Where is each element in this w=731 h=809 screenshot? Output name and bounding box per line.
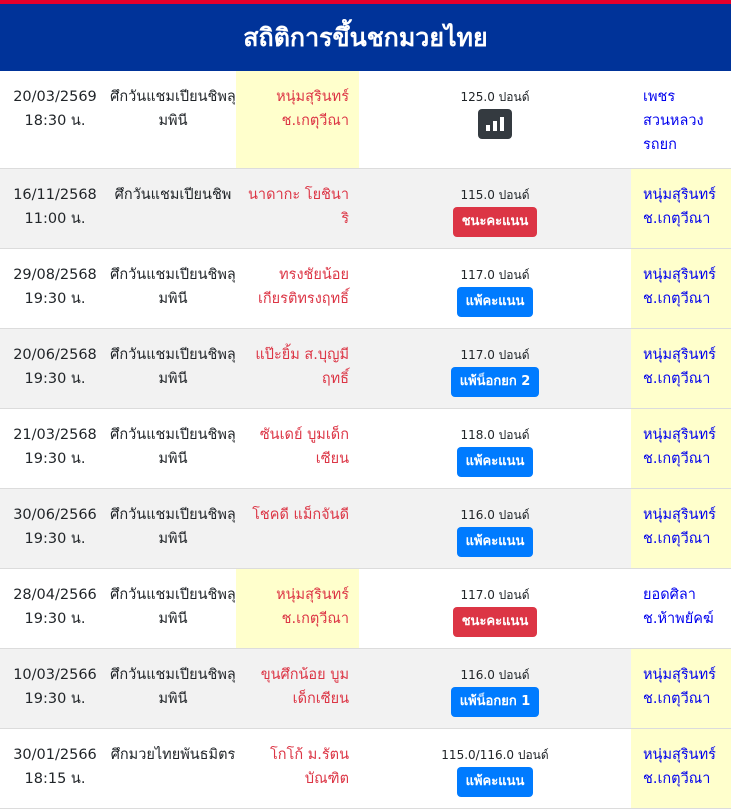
table-row (0, 649, 731, 729)
result-cell (359, 71, 631, 168)
opponent-link[interactable]: หนุ่มสุรินทร์ ช.เกตุวีณา (631, 489, 731, 568)
fight-date-cell (0, 71, 110, 168)
table-row (0, 489, 731, 569)
opponent-link[interactable]: หนุ่มสุรินทร์ ช.เกตุวีณา (631, 169, 731, 248)
bar-chart-icon[interactable] (478, 109, 512, 139)
fight-date-cell (0, 569, 110, 648)
fight-date: 10/03/2566 (13, 667, 97, 683)
fighter-name: โกโก้ ม.รัตนบัณฑิต (269, 747, 349, 787)
result-badge: แพ้คะแนน (457, 287, 534, 317)
result-badge: แพ้น็อกยก 2 (451, 367, 540, 397)
opponent-link[interactable]: หนุ่มสุรินทร์ ช.เกตุวีณา (631, 249, 731, 328)
page-header (0, 4, 731, 71)
fighter-name: แป๊ะยิ้ม ส.บุญมีฤทธิ์ (255, 347, 349, 387)
fighter-name: โชคดี แม็กจันดี (252, 507, 349, 523)
fight-date: 30/06/2566 (13, 507, 97, 523)
weight-label: 117.0 ปอนด์ (460, 268, 530, 282)
fight-date-cell (0, 409, 110, 488)
fighter-name: นาดากะ โยชินาริ (248, 187, 349, 227)
fight-time: 19:30 น. (24, 291, 86, 307)
fight-time: 18:30 น. (24, 113, 86, 129)
opponent-link[interactable]: หนุ่มสุรินทร์ ช.เกตุวีณา (631, 409, 731, 488)
table-row (0, 249, 731, 329)
fight-time: 18:15 น. (24, 771, 86, 787)
fight-date-cell (0, 249, 110, 328)
result-badge: แพ้คะแนน (457, 447, 534, 477)
table-row (0, 71, 731, 169)
fighter-name: ซันเดย์ บูมเด็กเซียน (259, 427, 349, 467)
result-badge: ชนะคะแนน (453, 607, 538, 637)
weight-label: 117.0 ปอนด์ (460, 588, 530, 602)
result-cell (359, 729, 631, 808)
result-badge: แพ้คะแนน (457, 767, 534, 797)
event-name: ศึกวันแชมเปียนชิพลุมพินี (110, 507, 236, 547)
weight-label: 125.0 ปอนด์ (460, 90, 530, 104)
weight-label: 116.0 ปอนด์ (460, 668, 530, 682)
table-row (0, 729, 731, 809)
opponent-link[interactable]: หนุ่มสุรินทร์ ช.เกตุวีณา (631, 649, 731, 728)
fight-date-cell (0, 489, 110, 568)
fight-date: 30/01/2566 (13, 747, 97, 763)
fight-date: 21/03/2568 (13, 427, 97, 443)
event-name: ศึกวันแชมเปียนชิพ (114, 187, 232, 203)
page-title: สถิติการขึ้นชกมวยไทย (243, 22, 488, 52)
result-cell (359, 249, 631, 328)
weight-label: 117.0 ปอนด์ (460, 348, 530, 362)
fighter-name: ขุนศึกน้อย บูมเด็กเซียน (260, 667, 349, 707)
fight-date-cell (0, 329, 110, 408)
opponent-link[interactable]: ยอดศิลา ช.ห้าพยัคฆ์ (643, 587, 714, 627)
weight-label: 115.0/116.0 ปอนด์ (441, 748, 549, 762)
event-name: ศึกวันแชมเปียนชิพลุมพินี (110, 667, 236, 707)
event-name: ศึกวันแชมเปียนชิพลุมพินี (110, 267, 236, 307)
table-row (0, 169, 731, 249)
fight-date: 28/04/2566 (13, 587, 97, 603)
table-row (0, 569, 731, 649)
fight-time: 19:30 น. (24, 531, 86, 547)
result-cell (359, 409, 631, 488)
result-badge: แพ้คะแนน (457, 527, 534, 557)
fighter-name: หนุ่มสุรินทร์ ช.เกตุวีณา (236, 569, 359, 648)
event-name: ศึกวันแชมเปียนชิพลุมพินี (110, 427, 236, 467)
event-name: ศึกวันแชมเปียนชิพลุมพินี (110, 347, 236, 387)
fight-date: 20/06/2568 (13, 347, 97, 363)
result-cell (359, 169, 631, 248)
result-badge: ชนะคะแนน (453, 207, 538, 237)
event-name: ศึกมวยไทยพันธมิตร (110, 747, 236, 763)
opponent-link[interactable]: หนุ่มสุรินทร์ ช.เกตุวีณา (631, 329, 731, 408)
fighter-name: หนุ่มสุรินทร์ ช.เกตุวีณา (236, 71, 359, 168)
table-row (0, 409, 731, 489)
fight-time: 19:30 น. (24, 691, 86, 707)
opponent-link[interactable]: หนุ่มสุรินทร์ ช.เกตุวีณา (631, 729, 731, 808)
fight-date-cell (0, 649, 110, 728)
fight-date: 16/11/2568 (13, 187, 97, 203)
fight-date-cell (0, 169, 110, 248)
weight-label: 116.0 ปอนด์ (460, 508, 530, 522)
result-cell (359, 569, 631, 648)
fight-time: 11:00 น. (24, 211, 86, 227)
fight-time: 19:30 น. (24, 371, 86, 387)
event-name: ศึกวันแชมเปียนชิพลุมพินี (110, 89, 236, 129)
fight-date: 20/03/2569 (13, 89, 97, 105)
weight-label: 118.0 ปอนด์ (460, 428, 530, 442)
opponent-link[interactable]: เพชรสวนหลวง รถยก (643, 89, 704, 153)
fight-time: 19:30 น. (24, 611, 86, 627)
fighter-name: ทรงชัยน้อย เกียรติทรงฤทธิ์ (257, 267, 349, 307)
result-badge: แพ้น็อกยก 1 (451, 687, 540, 717)
table-row (0, 329, 731, 409)
fight-date: 29/08/2568 (13, 267, 97, 283)
result-cell (359, 489, 631, 568)
fight-time: 19:30 น. (24, 451, 86, 467)
fight-date-cell (0, 729, 110, 808)
result-cell (359, 329, 631, 408)
result-cell (359, 649, 631, 728)
event-name: ศึกวันแชมเปียนชิพลุมพินี (110, 587, 236, 627)
fight-record-table (0, 71, 731, 809)
weight-label: 115.0 ปอนด์ (460, 188, 530, 202)
